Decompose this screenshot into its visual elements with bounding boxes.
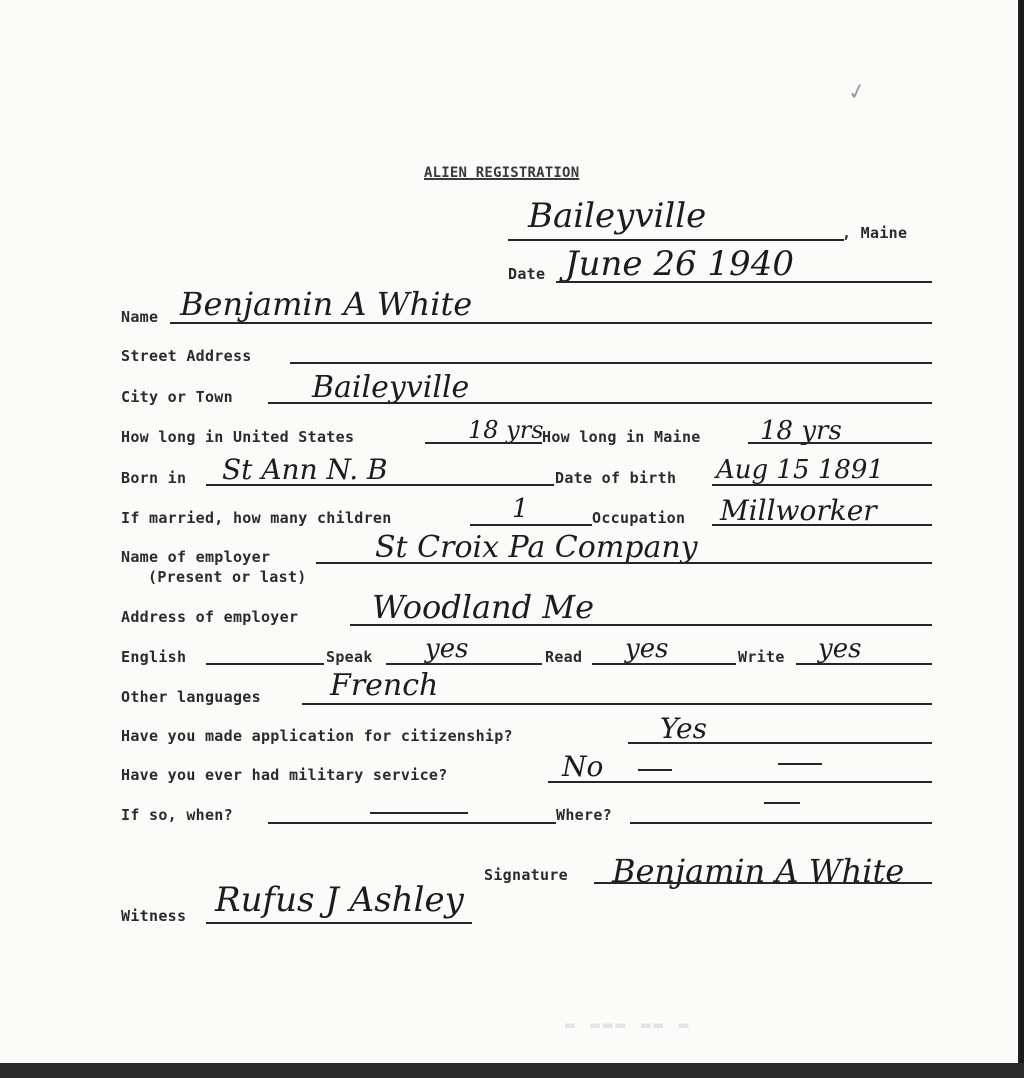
children-line bbox=[470, 524, 592, 526]
citizenship-line bbox=[628, 742, 932, 744]
when-label: If so, when? bbox=[121, 806, 233, 824]
employer-address-line bbox=[350, 624, 932, 626]
state-label: , Maine bbox=[842, 224, 908, 242]
city-entry: Baileyville bbox=[312, 370, 470, 405]
us-duration-label: How long in United States bbox=[121, 428, 355, 446]
where-label: Where? bbox=[556, 806, 612, 824]
speak-entry: yes bbox=[425, 634, 469, 664]
street-label: Street Address bbox=[121, 347, 252, 365]
english-label: English bbox=[121, 648, 187, 666]
citizenship-label: Have you made application for citizenship? bbox=[121, 727, 513, 745]
name-line bbox=[170, 322, 932, 324]
scan-border bbox=[0, 1063, 1024, 1078]
town-entry: Baileyville bbox=[528, 196, 707, 236]
faint-stamp-mark: ▬ ▬▬▬ ▬▬ ▬ bbox=[565, 1015, 692, 1034]
speak-line bbox=[386, 663, 542, 665]
town-line bbox=[508, 239, 844, 241]
military-line bbox=[548, 781, 932, 783]
read-line bbox=[592, 663, 736, 665]
write-label: Write bbox=[738, 648, 785, 666]
children-label: If married, how many children bbox=[121, 509, 392, 527]
military-entry: No bbox=[562, 750, 604, 783]
street-line bbox=[290, 362, 932, 364]
occupation-line bbox=[712, 524, 932, 526]
birth-date-label: Date of birth bbox=[555, 469, 677, 487]
write-line bbox=[796, 663, 932, 665]
witness-line bbox=[206, 922, 472, 924]
date-label: Date bbox=[508, 265, 546, 283]
signature-line bbox=[594, 882, 932, 884]
witness-entry: Rufus J Ashley bbox=[215, 880, 464, 920]
employer-address-entry: Woodland Me bbox=[372, 588, 595, 626]
date-line bbox=[556, 281, 932, 283]
birth-date-line bbox=[712, 484, 932, 486]
read-label: Read bbox=[545, 648, 583, 666]
where-dash-mark bbox=[764, 802, 800, 804]
when-dash-mark bbox=[370, 812, 468, 814]
city-line bbox=[268, 402, 932, 404]
witness-label: Witness bbox=[121, 907, 187, 925]
employer-entry: St Croix Pa Company bbox=[375, 530, 698, 565]
signature-entry: Benjamin A White bbox=[612, 852, 905, 890]
maine-duration-label: How long in Maine bbox=[542, 428, 701, 446]
other-languages-entry: French bbox=[330, 668, 439, 703]
birthplace-label: Born in bbox=[121, 469, 187, 487]
maine-duration-entry: 18 yrs bbox=[760, 416, 842, 446]
where-line bbox=[630, 822, 932, 824]
english-line bbox=[206, 663, 324, 665]
children-entry: 1 bbox=[512, 494, 529, 524]
us-duration-entry: 18 yrs bbox=[468, 416, 544, 444]
birthplace-line bbox=[206, 484, 554, 486]
citizenship-entry: Yes bbox=[660, 712, 707, 745]
military-dash-mark-2 bbox=[778, 763, 822, 765]
read-entry: yes bbox=[625, 634, 669, 664]
date-entry: June 26 1940 bbox=[565, 244, 794, 284]
birthplace-entry: St Ann N. B bbox=[222, 453, 388, 486]
occupation-label: Occupation bbox=[592, 509, 686, 527]
employer-line bbox=[316, 562, 932, 564]
write-entry: yes bbox=[818, 634, 862, 664]
other-languages-label: Other languages bbox=[121, 688, 261, 706]
birth-date-entry: Aug 15 1891 bbox=[716, 455, 884, 485]
check-mark-icon: ✓ bbox=[845, 78, 869, 107]
employer-address-label: Address of employer bbox=[121, 608, 299, 626]
military-label: Have you ever had military service? bbox=[121, 766, 448, 784]
occupation-entry: Millworker bbox=[720, 494, 877, 527]
signature-label: Signature bbox=[484, 866, 568, 884]
when-line bbox=[268, 822, 556, 824]
employer-label: Name of employer bbox=[121, 548, 271, 566]
city-label: City or Town bbox=[121, 388, 233, 406]
speak-label: Speak bbox=[326, 648, 373, 666]
maine-duration-line bbox=[748, 442, 932, 444]
name-entry: Benjamin A White bbox=[180, 285, 473, 323]
us-duration-line bbox=[425, 442, 542, 444]
other-languages-line bbox=[302, 703, 932, 705]
form-title: ALIEN REGISTRATION bbox=[424, 165, 580, 181]
military-dash-mark bbox=[638, 769, 672, 771]
employer-sub-label: (Present or last) bbox=[148, 568, 307, 586]
name-label: Name bbox=[121, 308, 159, 326]
